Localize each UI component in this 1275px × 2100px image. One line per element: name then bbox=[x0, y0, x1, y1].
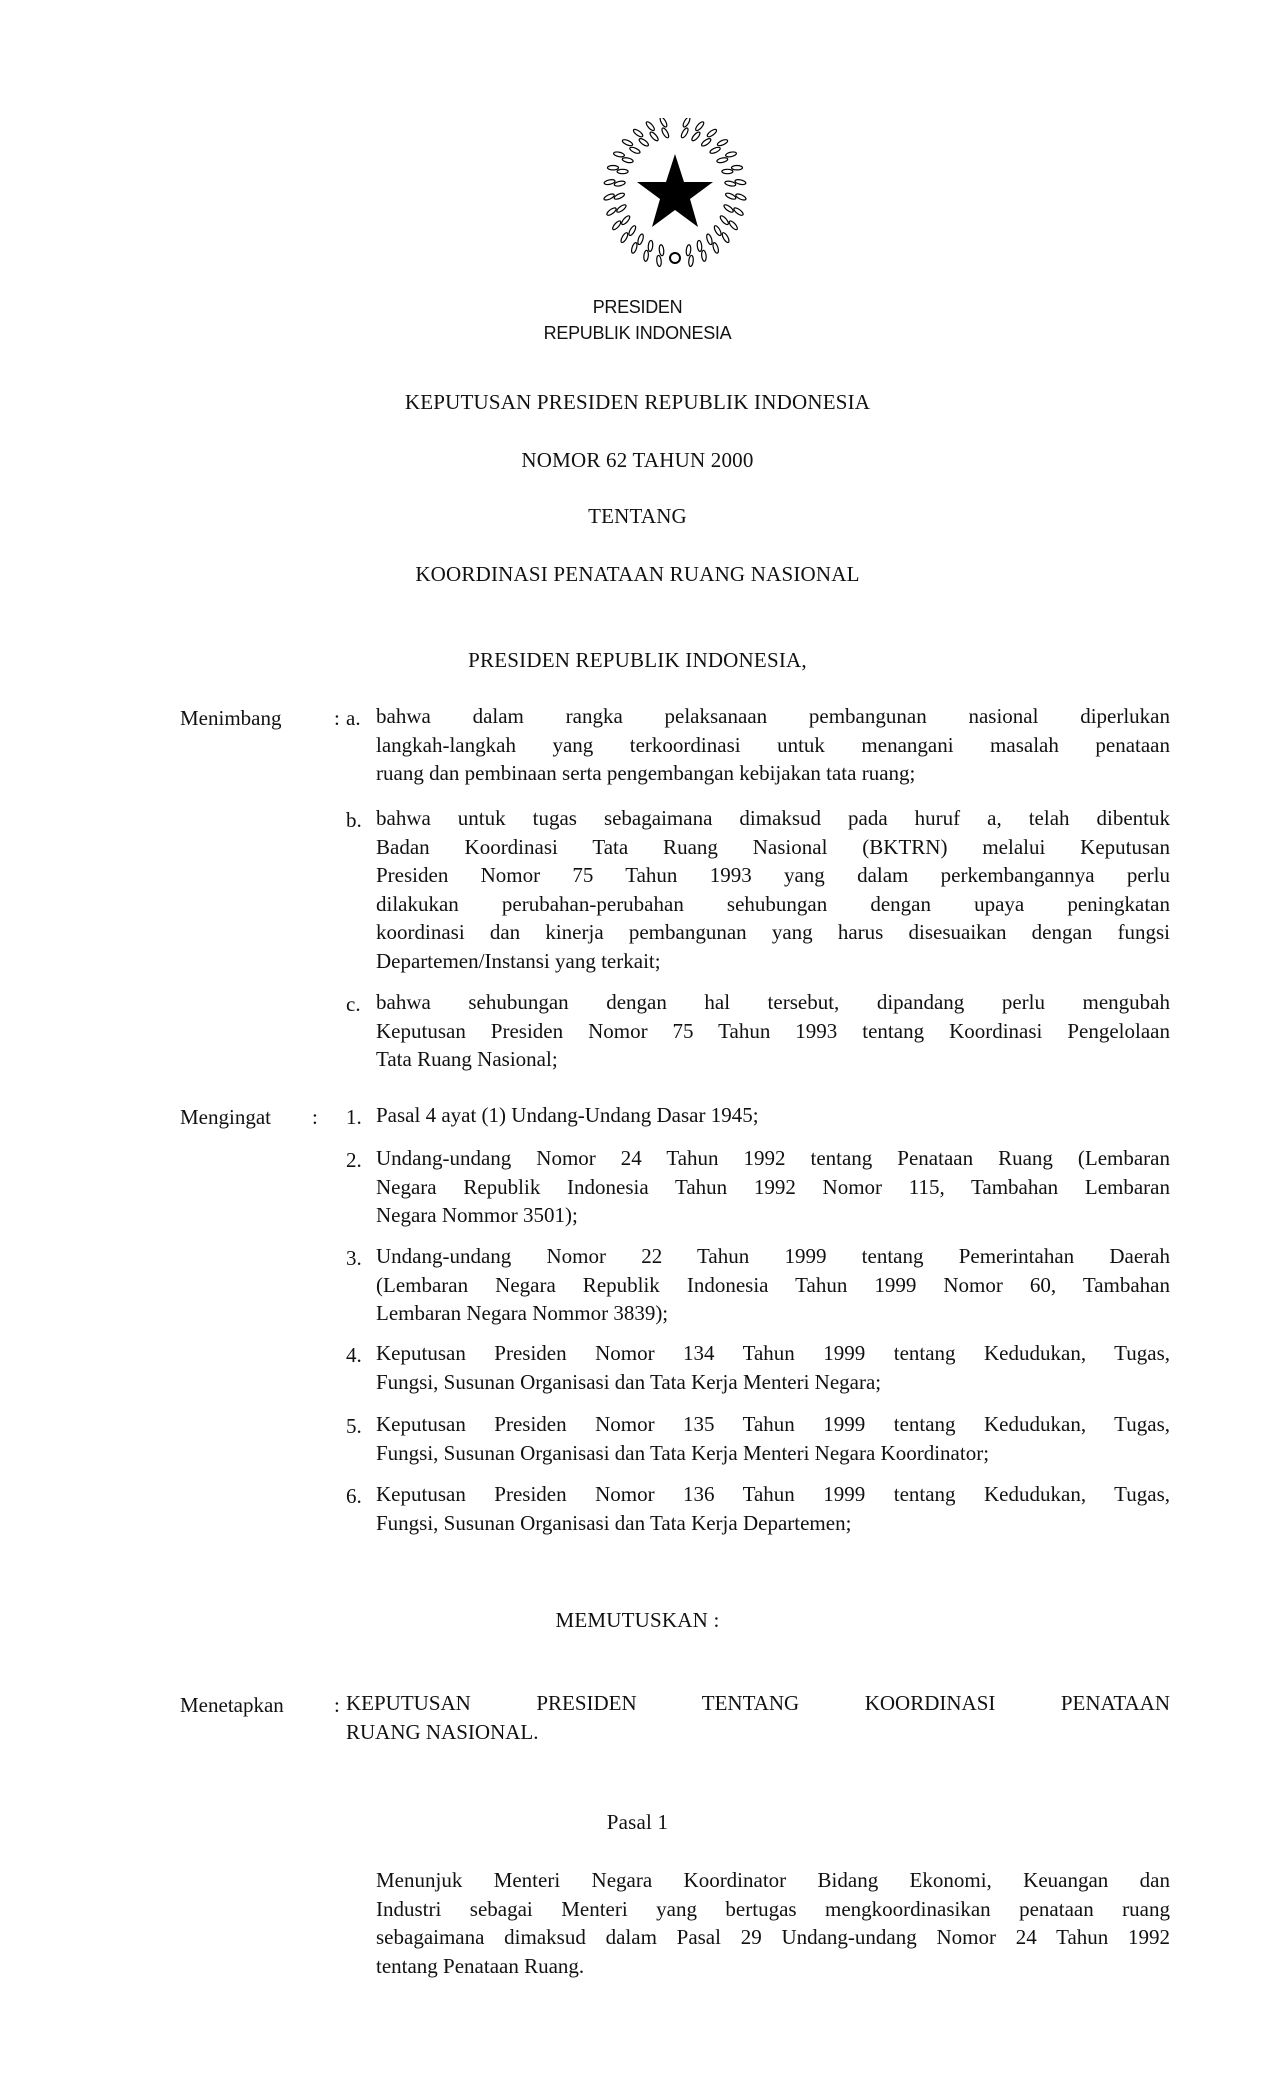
wreath-leaf-icon bbox=[611, 220, 622, 231]
mengingat-item-marker: 2. bbox=[346, 1148, 362, 1172]
mengingat-item-marker: 4. bbox=[346, 1343, 362, 1367]
item-line: ruang dan pembinaan serta pengembangan kebijakan tata ruang; bbox=[376, 761, 916, 785]
wreath-leaf-icon bbox=[659, 118, 668, 128]
wreath-leaf-icon bbox=[732, 166, 743, 170]
memutuskan-heading: MEMUTUSKAN : bbox=[555, 1608, 720, 1632]
mengingat-item-marker: 5. bbox=[346, 1414, 362, 1438]
menimbang-item bbox=[376, 804, 1170, 975]
wreath-leaf-icon bbox=[691, 131, 702, 142]
wreath-leaf-icon bbox=[629, 146, 641, 154]
mengingat-item bbox=[376, 1101, 1170, 1130]
wreath-leaf-icon bbox=[620, 232, 629, 244]
wreath-leaf-icon bbox=[613, 192, 625, 200]
wreath-leaf-icon bbox=[735, 193, 747, 201]
item-line: Undang-undang Nomor 24 Tahun 1992 tentang Penataan Ruang (Lembaran bbox=[376, 1146, 1170, 1170]
item-line: Tata Ruang Nasional; bbox=[376, 1047, 558, 1071]
ribbon-knot-icon bbox=[670, 253, 680, 263]
presidential-emblem bbox=[596, 118, 754, 273]
item-line: bahwa untuk tugas sebagaimana dimaksud pada huruf a, telah dibentuk bbox=[376, 806, 1170, 830]
item-line: Fungsi, Susunan Organisasi dan Tata Kerja Departemen; bbox=[376, 1510, 852, 1535]
wreath-leaf-icon bbox=[721, 232, 730, 244]
mengingat-label: Mengingat bbox=[180, 1105, 271, 1129]
mengingat-item bbox=[376, 1242, 1170, 1328]
star-icon bbox=[637, 154, 713, 227]
header-line-2: REPUBLIK INDONESIA bbox=[543, 323, 732, 343]
pasal-1-paragraph bbox=[376, 1866, 1170, 1980]
wreath-leaf-icon bbox=[697, 240, 703, 251]
wreath-leaf-icon bbox=[712, 242, 720, 254]
wreath-leaf-icon bbox=[645, 121, 656, 132]
decree-issuer: PRESIDEN REPUBLIK INDONESIA, bbox=[468, 648, 807, 672]
wreath-leaf-icon bbox=[682, 118, 691, 128]
item-line: Keputusan Presiden Nomor 136 Tahun 1999 tentang Kedudukan, Tugas, bbox=[376, 1482, 1170, 1506]
wreath-leaf-icon bbox=[728, 220, 739, 231]
wreath-leaf-icon bbox=[603, 193, 615, 201]
wreath-leaf-icon bbox=[631, 242, 639, 254]
item-line: dilakukan perubahan-perubahan sehubungan dengan upaya peningkatan bbox=[376, 891, 1170, 916]
star-wreath-icon bbox=[596, 118, 754, 273]
wreath-leaf-icon bbox=[617, 169, 628, 173]
wreath-leaf-icon bbox=[622, 157, 634, 164]
wreath-leaf-icon bbox=[606, 207, 617, 217]
mengingat-item bbox=[376, 1410, 1170, 1467]
wreath-leaf-icon bbox=[608, 166, 619, 170]
wreath-leaf-icon bbox=[613, 151, 625, 158]
mengingat-colon: : bbox=[312, 1105, 318, 1129]
wreath-leaf-icon bbox=[620, 215, 631, 226]
wreath-leaf-icon bbox=[637, 233, 645, 245]
menimbang-label: Menimbang bbox=[180, 706, 282, 730]
wreath-leaf-icon bbox=[725, 151, 737, 158]
wreath-leaf-icon bbox=[694, 121, 705, 132]
item-line: Fungsi, Susunan Organisasi dan Tata Kerja Menteri Negara Koordinator; bbox=[376, 1440, 990, 1465]
item-line: (Lembaran Negara Republik Indonesia Tahun 1999 Nomor 60, Tambahan bbox=[376, 1272, 1170, 1297]
wreath-leaf-icon bbox=[643, 250, 649, 261]
wreath-leaf-icon bbox=[632, 128, 643, 138]
wreath-leaf-icon bbox=[659, 245, 665, 256]
wreath-leaf-icon bbox=[688, 255, 694, 266]
wreath-leaf-icon bbox=[622, 138, 634, 146]
item-line: Keputusan Presiden Nomor 134 Tahun 1999 tentang Kedudukan, Tugas, bbox=[376, 1341, 1170, 1365]
item-line: Pasal 4 ayat (1) Undang-Undang Dasar 1945; bbox=[376, 1103, 759, 1127]
menimbang-item bbox=[376, 988, 1170, 1074]
item-line: bahwa dalam rangka pelaksanaan pembangunan nasional diperlukan bbox=[376, 704, 1170, 728]
mengingat-item bbox=[376, 1144, 1170, 1230]
wreath-leaf-icon bbox=[709, 146, 721, 154]
wreath-leaf-icon bbox=[713, 225, 722, 237]
wreath-leaf-icon bbox=[700, 137, 711, 147]
menetapkan-colon: : bbox=[334, 1693, 340, 1717]
menimbang-item bbox=[376, 702, 1170, 788]
menetapkan-line: KEPUTUSAN PRESIDEN TENTANG KOORDINASI PENATAAN bbox=[346, 1691, 1170, 1715]
item-line: Fungsi, Susunan Organisasi dan Tata Kerja Menteri Negara; bbox=[376, 1369, 882, 1394]
wreath-leaf-icon bbox=[722, 169, 733, 173]
paragraph-line: tentang Penataan Ruang. bbox=[376, 1953, 585, 1978]
menimbang-item-marker: c. bbox=[346, 992, 361, 1016]
mengingat-item bbox=[376, 1480, 1170, 1537]
wreath-leaf-icon bbox=[706, 128, 717, 138]
header-line-1: PRESIDEN bbox=[592, 297, 683, 317]
wreath-leaf-icon bbox=[628, 225, 637, 237]
wreath-leaf-icon bbox=[656, 255, 662, 266]
wreath-leaf-icon bbox=[680, 127, 689, 139]
wreath-leaf-icon bbox=[706, 233, 714, 245]
wreath-leaf-icon bbox=[723, 203, 734, 213]
paragraph-line: Industri sebagai Menteri yang bertugas mengkoordinasikan penataan ruang bbox=[376, 1896, 1170, 1921]
wreath-leaf-icon bbox=[686, 245, 692, 256]
paragraph-line: Menunjuk Menteri Negara Koordinator Bidang Ekonomi, Keuangan dan bbox=[376, 1868, 1170, 1892]
item-line: koordinasi dan kinerja pembangunan yang harus disesuaikan dengan fungsi bbox=[376, 920, 1170, 944]
item-line: Undang-undang Nomor 22 Tahun 1999 tentang Pemerintahan Daerah bbox=[376, 1244, 1170, 1268]
menimbang-colon: : bbox=[334, 706, 340, 730]
pasal-1-heading: Pasal 1 bbox=[606, 1810, 669, 1834]
wreath-leaf-icon bbox=[717, 138, 729, 146]
item-line: Badan Koordinasi Tata Ruang Nasional (BKTRN) melalui Keputusan bbox=[376, 834, 1170, 859]
item-line: Negara Nommor 3501); bbox=[376, 1203, 578, 1227]
decree-about: TENTANG bbox=[588, 504, 687, 528]
item-line: Presiden Nomor 75 Tahun 1993 yang dalam perkembangannya perlu bbox=[376, 863, 1170, 887]
decree-title: KEPUTUSAN PRESIDEN REPUBLIK INDONESIA bbox=[404, 390, 871, 414]
item-line: Keputusan Presiden Nomor 135 Tahun 1999 tentang Kedudukan, Tugas, bbox=[376, 1412, 1170, 1436]
menetapkan-label: Menetapkan bbox=[180, 1693, 284, 1717]
item-line: bahwa sehubungan dengan hal tersebut, dipandang perlu mengubah bbox=[376, 990, 1170, 1014]
decree-subject: KOORDINASI PENATAAN RUANG NASIONAL bbox=[415, 562, 860, 586]
wreath-leaf-icon bbox=[649, 131, 660, 142]
item-line: langkah-langkah yang terkoordinasi untuk menangani masalah penataan bbox=[376, 732, 1170, 757]
item-line: Keputusan Presiden Nomor 75 Tahun 1993 tentang Koordinasi Pengelolaan bbox=[376, 1018, 1170, 1043]
item-line: Lembaran Negara Nommor 3839); bbox=[376, 1301, 669, 1325]
wreath-leaf-icon bbox=[716, 157, 728, 164]
wreath-leaf-icon bbox=[719, 215, 730, 226]
menimbang-item-marker: b. bbox=[346, 808, 362, 832]
wreath-leaf-icon bbox=[725, 192, 737, 200]
mengingat-item-marker: 1. bbox=[346, 1105, 362, 1129]
menetapkan-text bbox=[346, 1689, 1170, 1746]
wreath-leaf-icon bbox=[616, 203, 627, 213]
menimbang-item-marker: a. bbox=[346, 706, 361, 730]
menetapkan-line: RUANG NASIONAL. bbox=[346, 1719, 539, 1744]
wreath-leaf-icon bbox=[648, 240, 654, 251]
wreath-leaf-icon bbox=[733, 207, 744, 217]
paragraph-line: sebagaimana dimaksud dalam Pasal 29 Undang-undang Nomor 24 Tahun 1992 bbox=[376, 1925, 1170, 1949]
wreath-leaf-icon bbox=[638, 137, 649, 147]
wreath-leaf-icon bbox=[701, 250, 707, 261]
wreath-leaf-icon bbox=[661, 127, 670, 139]
item-line: Departemen/Instansi yang terkait; bbox=[376, 948, 661, 973]
item-line: Negara Republik Indonesia Tahun 1992 Nomor 115, Tambahan Lembaran bbox=[376, 1174, 1170, 1199]
mengingat-item-marker: 6. bbox=[346, 1484, 362, 1508]
decree-number: NOMOR 62 TAHUN 2000 bbox=[521, 448, 754, 472]
mengingat-item-marker: 3. bbox=[346, 1246, 362, 1270]
mengingat-item bbox=[376, 1339, 1170, 1396]
